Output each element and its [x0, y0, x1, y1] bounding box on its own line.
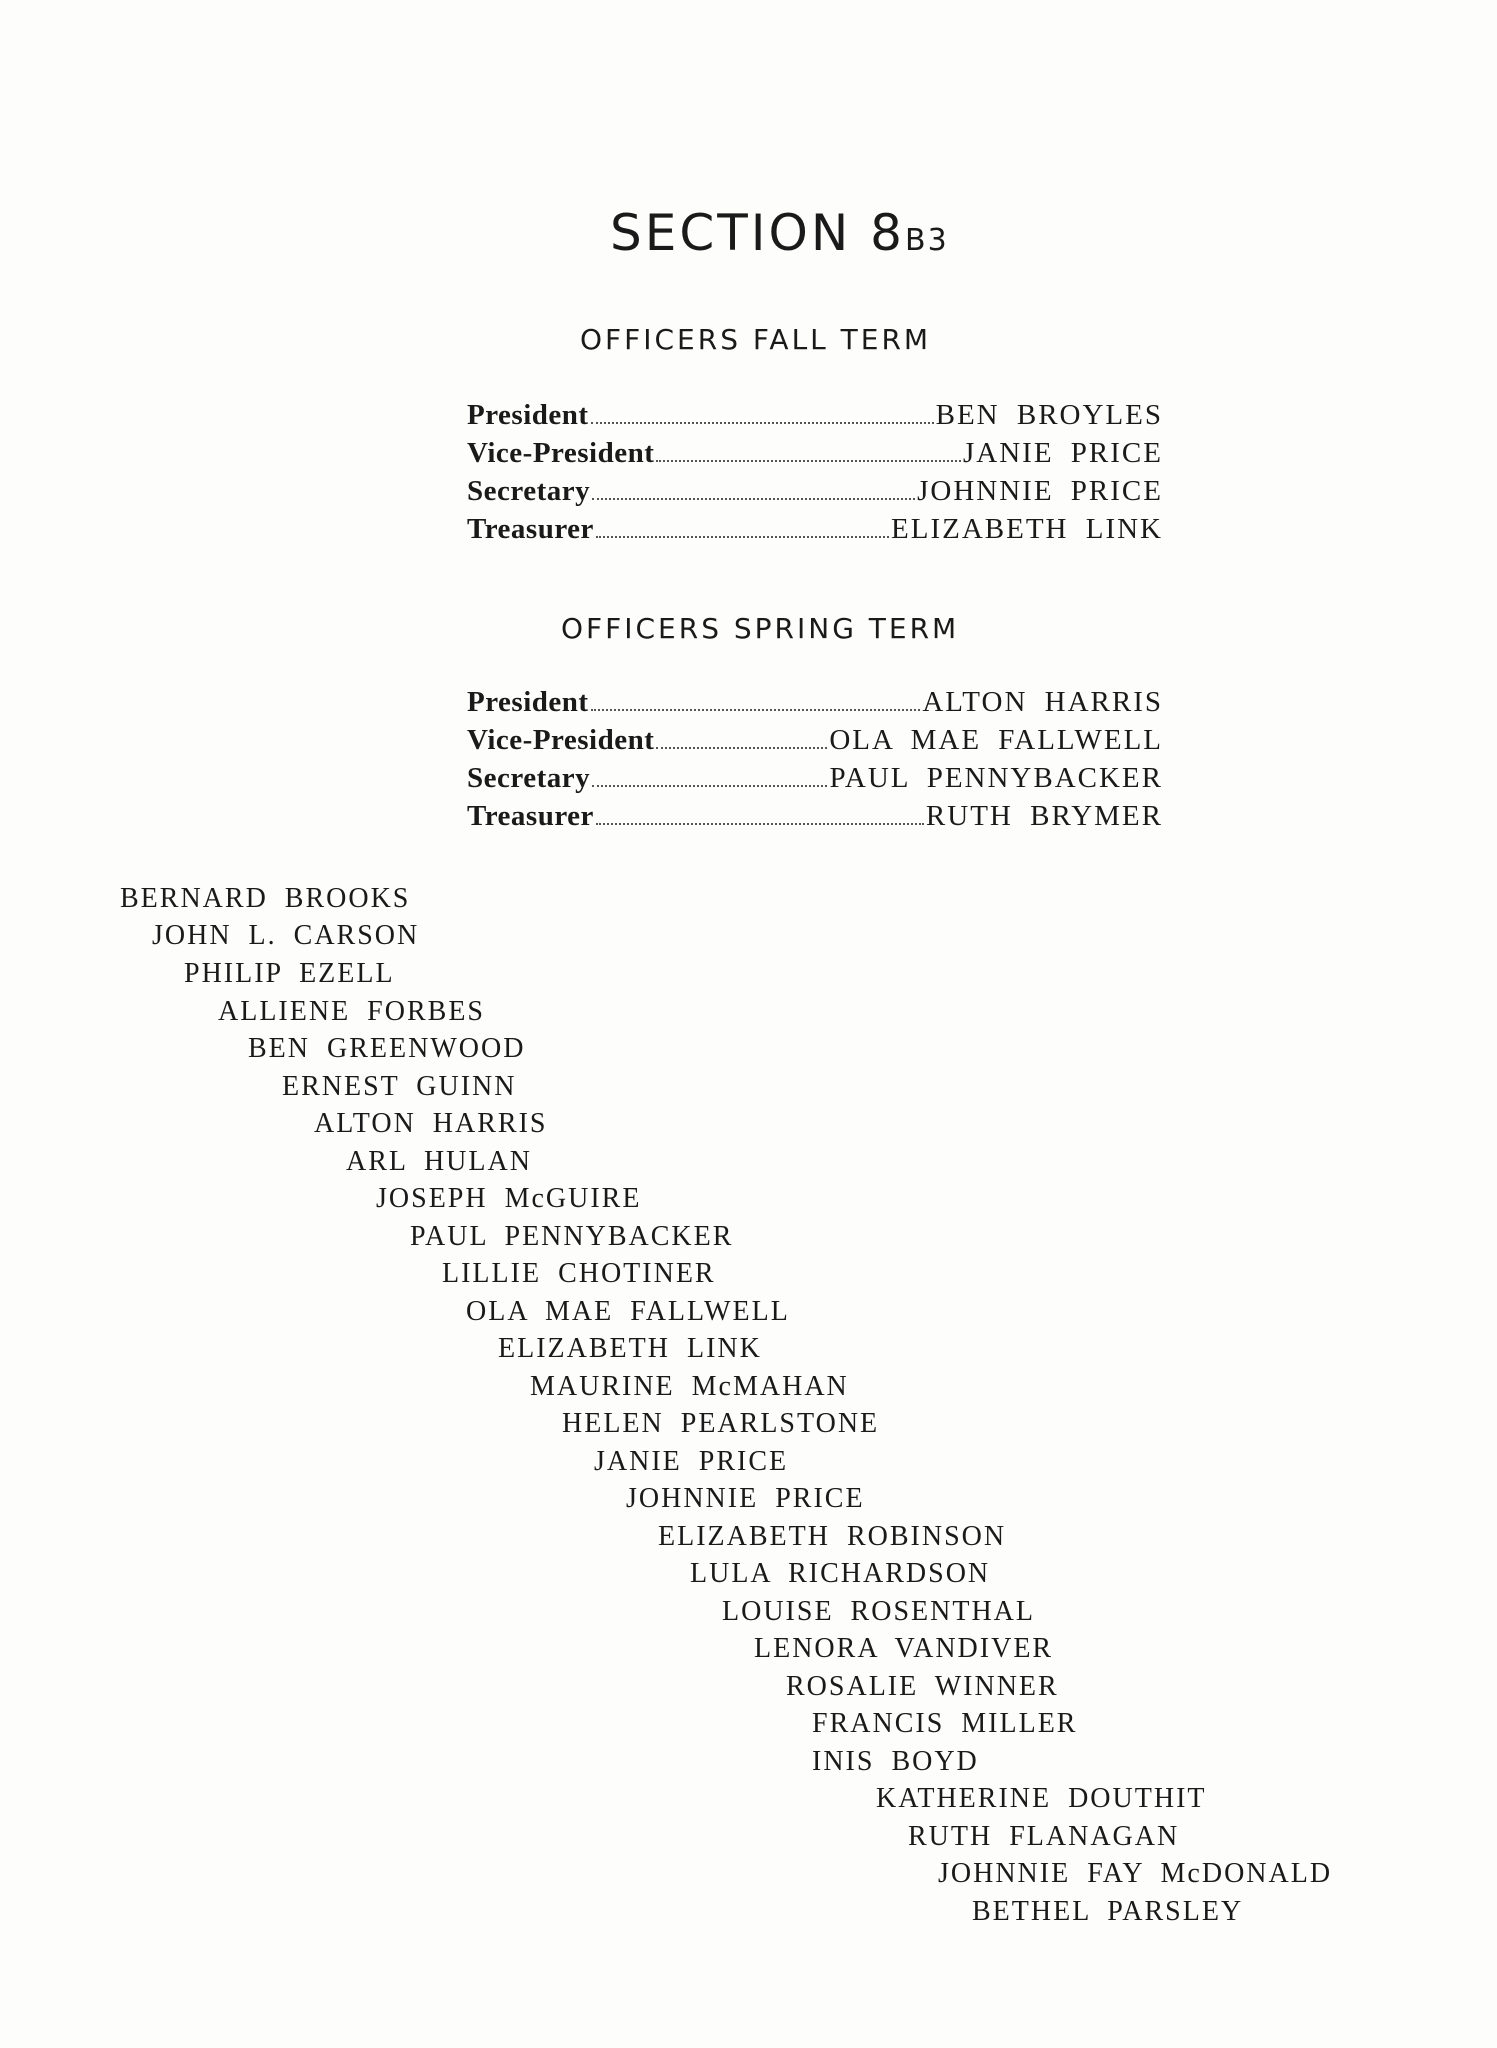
- member-name: ELIZABETH LINK: [498, 1333, 762, 1364]
- section-subtitle: B3: [905, 223, 949, 258]
- member-name: FRANCIS MILLER: [812, 1708, 1078, 1739]
- leader-dots: [656, 747, 827, 749]
- member-name: JANIE PRICE: [594, 1446, 789, 1477]
- spring-term-heading: OFFICERS SPRING TERM: [561, 612, 960, 645]
- officer-row: [467, 475, 1163, 513]
- officer-name: BEN BROYLES: [935, 399, 1163, 431]
- officer-role: President: [467, 686, 589, 718]
- officer-row: [467, 686, 1163, 724]
- officer-role: Treasurer: [467, 800, 594, 832]
- member-name: ALLIENE FORBES: [218, 996, 485, 1027]
- officer-row: [467, 724, 1163, 762]
- member-name: BETHEL PARSLEY: [972, 1896, 1244, 1927]
- officer-name: JOHNNIE PRICE: [917, 475, 1163, 507]
- leader-dots: [592, 785, 827, 787]
- member-name: BERNARD BROOKS: [120, 883, 411, 914]
- member-name: PAUL PENNYBACKER: [410, 1221, 734, 1252]
- member-name: ROSALIE WINNER: [786, 1671, 1059, 1702]
- officer-name: ALTON HARRIS: [922, 686, 1163, 718]
- officer-role: Vice-President: [467, 437, 655, 469]
- officer-role: President: [467, 399, 589, 431]
- officer-row: [467, 800, 1163, 838]
- leader-dots: [591, 709, 921, 711]
- officer-role: Secretary: [467, 475, 591, 507]
- leader-dots: [596, 536, 889, 538]
- officer-role: Secretary: [467, 762, 591, 794]
- member-name: JOHNNIE FAY McDONALD: [938, 1858, 1333, 1889]
- member-name: JOHN L. CARSON: [152, 920, 420, 951]
- leader-dots: [596, 823, 924, 825]
- member-name: PHILIP EZELL: [184, 958, 395, 989]
- officer-row: [467, 762, 1163, 800]
- member-name: RUTH FLANAGAN: [908, 1821, 1180, 1852]
- member-name: JOSEPH McGUIRE: [376, 1183, 642, 1214]
- page-title: [610, 204, 949, 262]
- leader-dots: [592, 498, 915, 500]
- member-name: INIS BOYD: [812, 1746, 979, 1777]
- officer-name: PAUL PENNYBACKER: [829, 762, 1163, 794]
- member-name: JOHNNIE PRICE: [626, 1483, 865, 1514]
- fall-term-heading: OFFICERS FALL TERM: [580, 323, 932, 356]
- officer-name: OLA MAE FALLWELL: [829, 724, 1163, 756]
- member-name: ERNEST GUINN: [282, 1071, 517, 1102]
- officer-row: [467, 513, 1163, 551]
- officer-name: RUTH BRYMER: [925, 800, 1163, 832]
- officer-row: [467, 437, 1163, 475]
- member-name: ARL HULAN: [346, 1146, 532, 1177]
- member-name: LILLIE CHOTINER: [442, 1258, 716, 1289]
- member-name: HELEN PEARLSTONE: [562, 1408, 880, 1439]
- officer-name: ELIZABETH LINK: [891, 513, 1163, 545]
- officer-role: Vice-President: [467, 724, 655, 756]
- member-name: MAURINE McMAHAN: [530, 1371, 849, 1402]
- member-name: OLA MAE FALLWELL: [466, 1296, 790, 1327]
- member-name: BEN GREENWOOD: [248, 1033, 526, 1064]
- leader-dots: [656, 460, 961, 462]
- officer-name: JANIE PRICE: [963, 437, 1163, 469]
- member-name: LULA RICHARDSON: [690, 1558, 991, 1589]
- member-name: KATHERINE DOUTHIT: [876, 1783, 1207, 1814]
- member-name: ALTON HARRIS: [314, 1108, 548, 1139]
- section-title: SECTION 8: [610, 204, 905, 262]
- member-name: ELIZABETH ROBINSON: [658, 1521, 1007, 1552]
- officer-role: Treasurer: [467, 513, 594, 545]
- leader-dots: [591, 422, 934, 424]
- member-name: LENORA VANDIVER: [754, 1633, 1054, 1664]
- spring-officers-list: [467, 686, 1163, 838]
- fall-officers-list: [467, 399, 1163, 551]
- officer-row: [467, 399, 1163, 437]
- member-name: LOUISE ROSENTHAL: [722, 1596, 1035, 1627]
